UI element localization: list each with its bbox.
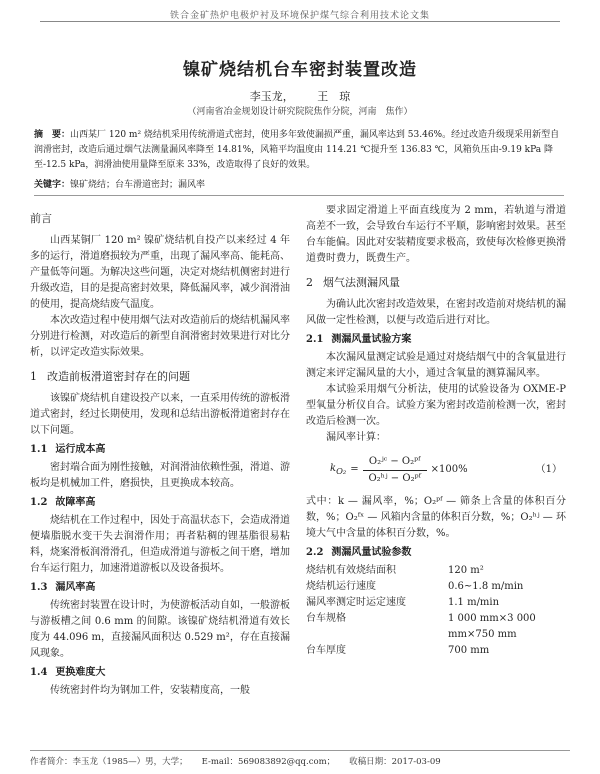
section-1-3-title: 漏风率高 — [55, 582, 96, 593]
param-value: 0.6~1.8 m/min — [448, 581, 524, 592]
parameter-list — [306, 563, 566, 659]
preface-paragraph-1: 山西某铜厂 120 m² 镍矿烧结机自投产以来经过 4 年多的运行，滑道磨损较为严重，出现了漏风率高、能耗高、产量低等问题。为解决这些问题，决定对烧结机侧密封进行升级改造，目的是提高密封效果，降低漏风率，减少润滑油的使用，提高烧结废气温度。 — [30, 235, 290, 310]
param-value: 120 m² — [448, 565, 484, 576]
section-1-1-title: 运行成本高 — [55, 444, 106, 455]
section-1-paragraph: 该镍矿烧结机自建设投产以来，一直采用传统的游板滑道式密封，经过长期使用，发现和总结出游板滑道密封存在以下问题。 — [30, 393, 290, 436]
section-2-1-paragraph-2: 本试验采用烟气分析法，使用的试验设备为 OXME-P 型氧量分析仪自合。试验方案为密封改造前检测一次，密封改造后检测一次。 — [306, 384, 566, 427]
keywords-label: 关键字： — [34, 180, 71, 190]
section-1-1-paragraph: 密封端合面为刚性接触，对润滑油依赖性强，滑道、游板均是机械加工件，磨损快，且更换成本较高。 — [30, 462, 290, 489]
section-2-1-title: 测漏风量试验方案 — [331, 334, 412, 345]
section-2-1-heading — [306, 332, 566, 348]
section-1-3-number: 1.3 — [30, 582, 48, 593]
abstract-rule — [34, 195, 564, 196]
footer-rule — [30, 750, 570, 751]
abstract-text: 山西某厂 120 m² 烧结机采用传统滑道式密封，使用多年致使漏损严重，漏风率达到 53.46%。经过改造升级现采用新型自润滑密封，改造后通过烟气法测量漏风率降至 14.81%，风箱平均温度由 114.21 ℃提升至 136.83 ℃，风箱负压由-9.19 kPa 降至-12.5 kPa，润滑油使用量降至原来 33%，改造取得了良好的效果。 — [34, 130, 560, 170]
affiliation: （河南省冶金规划设计研究院院焦作分院，河南 焦作） — [187, 107, 413, 117]
section-2-2-heading — [306, 545, 566, 561]
formula-note: 式中：k — 漏风率，%；O₂ᵖᶠ — 筛条上含量的体积百分数，%；O₂ᶠˣ — 风箱内含量的体积百分数，%；O₂ʰʲ — 环境大气中含量的体积百分数，%。 — [306, 496, 566, 539]
formula-fraction — [363, 454, 427, 487]
param-value: 1 000 mm×3 000 mm×750 mm — [448, 613, 536, 640]
section-1-4-paragraph: 传统密封件均为钢加工件，安装精度高，一般 — [50, 685, 250, 696]
continued-paragraph: 要求固定滑道上平面直线度为 2 mm，若轨道与滑道高差不一致，会导致台车运行不平顺，影响密封效果。甚至台车能偏。因此对安装精度要求极高，致使每次检修更换滑道费时费力，既费生产。 — [306, 205, 566, 264]
footer — [30, 755, 570, 767]
formula-denominator: O₂ʰʲ − O₂ᵖᶠ — [368, 472, 421, 484]
param-label: 台车厚度 — [306, 645, 346, 656]
formula-equals: = — [350, 464, 359, 475]
formula-lhs — [330, 461, 346, 479]
preface-paragraph-2: 本次改造过程中使用烟气法对改造前后的烧结机漏风率分别进行检测，对改造后的新型自润滑密封效果进行对比分析，以评定改造实际效果。 — [30, 315, 290, 358]
section-1-1-heading — [30, 442, 290, 458]
section-2-1-paragraph-1: 本次漏风量测定试验是通过对烧结烟气中的含氧量进行测定来评定漏风量的大小，通过含氧量的测算漏风率。 — [306, 352, 566, 379]
leak-rate-formula — [306, 450, 566, 490]
keywords — [34, 177, 564, 190]
section-2-2-title: 测漏风量试验参数 — [331, 547, 412, 558]
section-1-3-paragraph: 传统密封装置在设计时，为使游板活动自如，一般游板与游板槽之间 0.6 mm 的间隙。该镍矿烧结机滑道有效长度为 44.096 m，直接漏风面积达 0.529 m²，存在直接漏风现象。 — [30, 600, 290, 659]
param-label: 台车规格 — [306, 613, 346, 624]
formula-tail: ×100% — [430, 464, 468, 475]
author-bio: 作者简介：李玉龙（1985—）男，大学； — [30, 757, 188, 767]
section-1-4-title: 更换难度大 — [55, 667, 106, 678]
formula-lhs-symbol: k — [330, 463, 337, 474]
param-label: 漏风率测定时运定速度 — [306, 597, 406, 608]
abstract — [34, 128, 564, 173]
keywords-text: 镍矿烧结；台车滑道密封；漏风率 — [70, 180, 206, 190]
section-1-3-heading — [30, 580, 290, 596]
authors — [0, 88, 600, 104]
section-1-4-heading — [30, 665, 290, 681]
section-2-paragraph: 为确认此次密封改造效果，在密封改造前对烧结机的漏风做一定性检测，以便与改造后进行对比。 — [306, 299, 566, 326]
section-1-1-number: 1.1 — [30, 444, 48, 455]
journal-header: 铁合金矿热炉电极炉衬及环境保护煤气综合利用技术论文集 — [169, 11, 430, 21]
right-column — [306, 203, 566, 659]
section-1-heading — [30, 369, 290, 385]
author-email: E-mail：569083892@qq.com； — [201, 757, 336, 767]
section-2-1-paragraph-3: 漏风率计算： — [326, 432, 386, 443]
section-1-2-number: 1.2 — [30, 497, 48, 508]
section-1-4-number: 1.4 — [30, 667, 48, 678]
section-1-title: 改造前板滑道密封存在的问题 — [47, 370, 190, 383]
section-1-2-title: 故障率高 — [55, 497, 96, 508]
abstract-label: 摘 要： — [34, 130, 71, 140]
section-2-title: 烟气法测漏风量 — [323, 276, 400, 289]
section-2-1-number: 2.1 — [306, 334, 324, 345]
formula-number: （1） — [535, 464, 562, 475]
param-value: 700 mm — [448, 645, 490, 656]
param-value: 1.1 m/min — [448, 597, 500, 608]
formula-lhs-subscript: O₂ — [336, 466, 347, 476]
paper-title: 镍矿烧结机台车密封装置改造 — [183, 60, 417, 80]
section-2-heading — [306, 275, 566, 291]
param-label: 烧结机有效烧结面积 — [306, 565, 396, 576]
section-1-number: 1 — [30, 370, 37, 383]
preface-heading: 前言 — [30, 212, 52, 225]
header-rule — [40, 21, 560, 22]
left-column — [30, 203, 290, 699]
section-1-2-heading — [30, 495, 290, 511]
received-date: 收稿日期：2017-03-09 — [349, 757, 441, 767]
section-2-number: 2 — [306, 276, 313, 289]
param-label: 烧结机运行速度 — [306, 581, 376, 592]
section-1-2-paragraph: 烧结机在工作过程中，因处于高温状态下，会造成滑道便墙脂脱水变干失去润滑作用；再者粘稠的锂基脂很易粘料，烧案滑板润滑滑孔，但造成滑道与游板之间干磨，增加台车运行阻力，加速滑道游板以及设备损坏。 — [30, 515, 290, 574]
author-1: 李玉龙， — [249, 90, 294, 103]
author-2: 王 琼 — [317, 90, 351, 103]
formula-numerator: O₂ʲᶜ − O₂ᵖᶠ — [368, 455, 421, 467]
section-2-2-number: 2.2 — [306, 547, 324, 558]
